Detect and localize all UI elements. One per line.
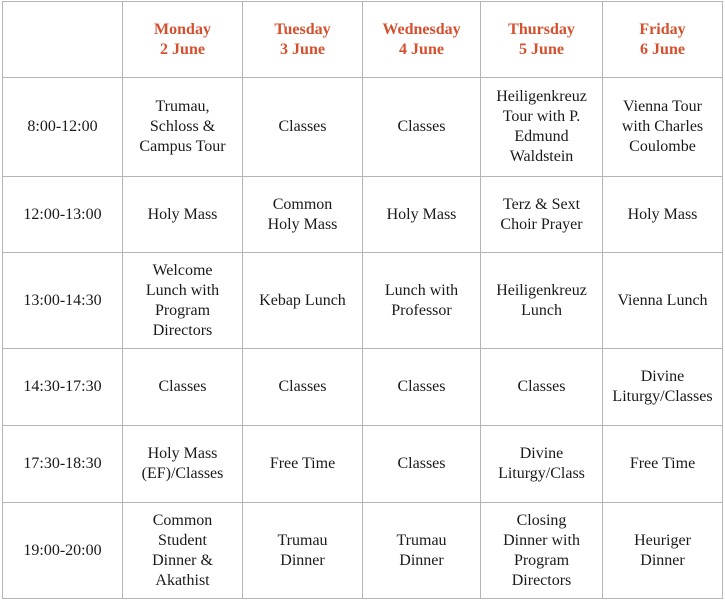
activity-cell-wednesday — [363, 426, 481, 503]
day-date: 2 June — [160, 40, 205, 58]
activity-text-line: Lunch with — [384, 281, 459, 299]
activity-text-line: Heuriger — [634, 531, 691, 549]
activity-text-line: Terz & Sext — [502, 195, 581, 213]
activity-text-line: Program — [513, 551, 570, 569]
activity-text-line: Professor — [391, 301, 452, 319]
time-slot-label: 17:30-18:30 — [3, 426, 123, 503]
time-slot-label: 13:00-14:30 — [3, 253, 123, 349]
activity-cell-friday — [603, 78, 723, 177]
schedule-body — [3, 78, 723, 599]
activity-text-line: Trumau — [396, 531, 447, 549]
day-date: 6 June — [640, 40, 685, 58]
activity-text-line: Liturgy/Class — [498, 465, 585, 482]
activity-cell-friday — [603, 503, 723, 599]
activity-text-line: Trumau — [277, 531, 328, 549]
day-date: 3 June — [280, 40, 325, 58]
activity-text-line: Classes — [397, 455, 446, 472]
activity-cell-tuesday — [243, 349, 363, 426]
activity-cell-monday — [123, 426, 243, 503]
activity-cell-wednesday — [363, 177, 481, 253]
activity-cell-tuesday — [243, 78, 363, 177]
activity-cell-monday — [123, 177, 243, 253]
activity-text-line: Classes — [158, 378, 207, 395]
activity-cell-monday — [123, 78, 243, 177]
activity-text-line: Choir Prayer — [500, 215, 583, 233]
activity-cell-wednesday — [363, 503, 481, 599]
activity-text-line: Student — [158, 531, 207, 549]
activity-text-line: Classes — [397, 118, 446, 135]
activity-text-line: Dinner — [640, 551, 685, 569]
day-header-wednesday — [363, 2, 481, 78]
activity-text-line: Closing — [516, 511, 567, 529]
activity-cell-tuesday — [243, 503, 363, 599]
day-header-friday — [603, 2, 723, 78]
activity-cell-wednesday — [363, 349, 481, 426]
activity-cell-friday — [603, 426, 723, 503]
activity-text-line: Holy Mass — [627, 205, 698, 223]
activity-cell-thursday — [481, 426, 603, 503]
schedule-row — [3, 349, 723, 426]
schedule-row — [3, 426, 723, 503]
day-header-tuesday — [243, 2, 363, 78]
day-date: 5 June — [519, 40, 564, 58]
activity-cell-friday — [603, 177, 723, 253]
activity-text-line: Classes — [397, 378, 446, 395]
activity-text-line: Dinner — [280, 551, 325, 569]
activity-cell-monday — [123, 349, 243, 426]
activity-text-line: Classes — [278, 118, 327, 135]
activity-cell-wednesday — [363, 78, 481, 177]
day-name: Tuesday — [274, 20, 331, 38]
activity-text-line: Program — [154, 301, 211, 319]
activity-text-line: Liturgy/Classes — [612, 388, 713, 405]
day-name: Friday — [639, 20, 686, 38]
activity-text-line: Holy Mass — [386, 205, 457, 223]
time-slot-label: 14:30-17:30 — [3, 349, 123, 426]
day-header-thursday — [481, 2, 603, 78]
activity-text-line: Vienna Lunch — [617, 291, 708, 309]
activity-cell-thursday — [481, 253, 603, 349]
activity-text-line: Kebap Lunch — [259, 291, 346, 309]
schedule-table — [2, 1, 723, 599]
activity-text-line: Tour with P. — [502, 108, 581, 125]
schedule-row — [3, 177, 723, 253]
schedule-row — [3, 253, 723, 349]
activity-text-line: Common — [272, 195, 333, 213]
activity-text-line: Free Time — [269, 455, 336, 472]
activity-text-line: Heiligenkreuz — [496, 281, 587, 299]
activity-text-line: Trumau, — [155, 98, 210, 115]
activity-text-line: with Charles — [621, 118, 704, 135]
day-name: Monday — [154, 20, 211, 38]
activity-cell-tuesday — [243, 253, 363, 349]
day-name: Thursday — [508, 20, 575, 38]
activity-cell-monday — [123, 253, 243, 349]
activity-text-line: Free Time — [629, 455, 696, 472]
time-slot-label: 12:00-13:00 — [3, 177, 123, 253]
schedule-row — [3, 78, 723, 177]
time-slot-label: 8:00-12:00 — [3, 78, 123, 177]
activity-text-line: Holy Mass — [147, 205, 218, 223]
activity-cell-tuesday — [243, 177, 363, 253]
time-slot-label: 19:00-20:00 — [3, 503, 123, 599]
activity-text-line: Heiligenkreuz — [496, 88, 587, 105]
activity-text-line: Dinner — [399, 551, 444, 569]
activity-text-line: Campus Tour — [139, 138, 226, 155]
activity-text-line: Vienna Tour — [623, 98, 702, 115]
activity-text-line: Divine — [640, 368, 685, 385]
activity-text-line: Classes — [517, 378, 566, 395]
activity-text-line: Classes — [278, 378, 327, 395]
activity-text-line: Lunch — [521, 301, 562, 319]
activity-cell-tuesday — [243, 426, 363, 503]
activity-text-line: Dinner & — [152, 551, 213, 569]
activity-text-line: Akathist — [155, 571, 210, 589]
day-name: Wednesday — [382, 20, 461, 38]
schedule-row — [3, 503, 723, 599]
activity-text-line: Dinner with — [503, 531, 580, 549]
activity-cell-monday — [123, 503, 243, 599]
activity-text-line: (EF)/Classes — [141, 465, 224, 482]
activity-cell-wednesday — [363, 253, 481, 349]
corner-cell — [3, 2, 123, 78]
activity-cell-thursday — [481, 177, 603, 253]
activity-text-line: Welcome — [152, 261, 213, 279]
activity-cell-friday — [603, 253, 723, 349]
day-date: 4 June — [399, 40, 444, 58]
activity-text-line: Directors — [511, 571, 572, 589]
activity-cell-friday — [603, 349, 723, 426]
activity-text-line: Coulombe — [629, 138, 696, 155]
activity-text-line: Common — [152, 511, 213, 529]
activity-cell-thursday — [481, 503, 603, 599]
activity-text-line: Waldstein — [509, 148, 574, 165]
activity-cell-thursday — [481, 349, 603, 426]
activity-cell-thursday — [481, 78, 603, 177]
day-header-monday — [123, 2, 243, 78]
activity-text-line: Lunch with — [145, 281, 220, 299]
activity-text-line: Edmund — [514, 128, 569, 145]
activity-text-line: Holy Mass — [147, 445, 218, 462]
activity-text-line: Divine — [519, 445, 564, 462]
activity-text-line: Holy Mass — [267, 215, 338, 233]
activity-text-line: Directors — [152, 321, 213, 339]
header-row — [3, 2, 723, 78]
activity-text-line: Schloss & — [149, 118, 216, 135]
